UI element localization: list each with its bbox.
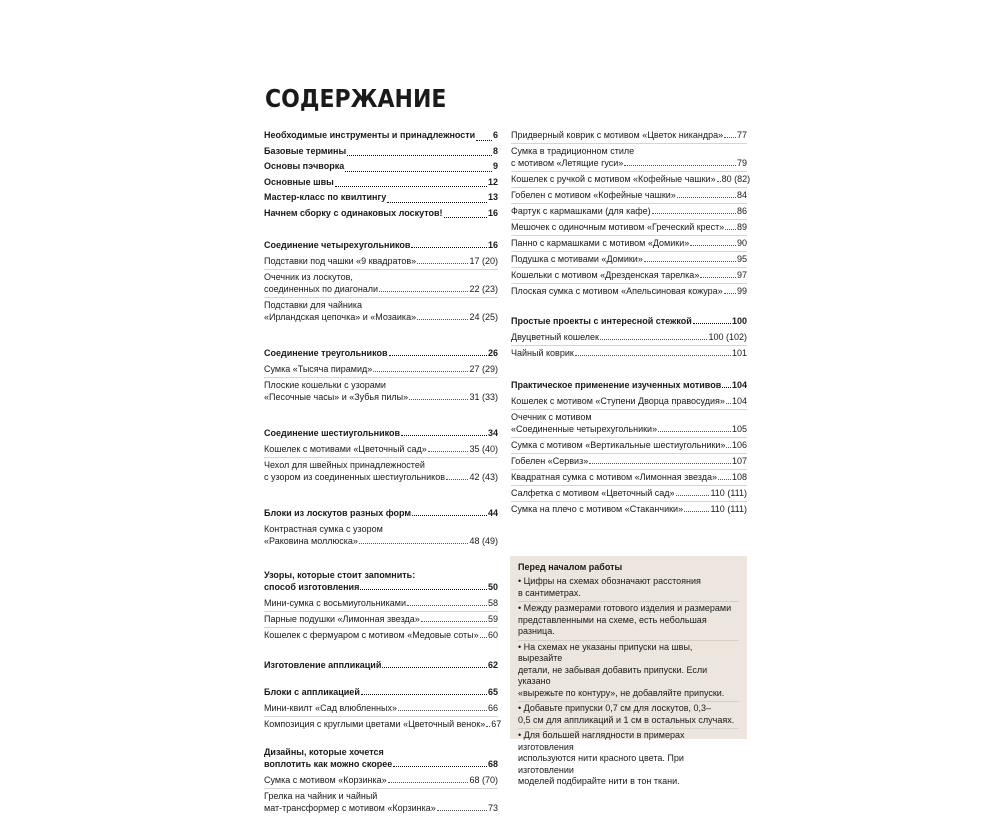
dot-leader (724, 137, 736, 138)
dot-leader (724, 293, 736, 294)
toc-item[interactable] (511, 236, 747, 252)
page-number: 67 (491, 719, 502, 729)
section-heading[interactable] (264, 345, 498, 362)
section-heading[interactable] (264, 567, 498, 596)
toc-entry-row[interactable] (264, 507, 498, 519)
entry-title: с узором из соединенных шестиугольников (264, 472, 445, 482)
page-number: 35 (40) (469, 444, 498, 454)
toc-entry-row[interactable] (264, 283, 498, 295)
toc-entry-row[interactable] (511, 173, 751, 185)
toc-item[interactable] (264, 458, 498, 485)
page-number: 9 (492, 161, 498, 171)
toc-item[interactable] (511, 454, 747, 470)
toc-item[interactable] (511, 394, 747, 410)
page-number: 6 (492, 130, 498, 140)
dot-leader (444, 217, 487, 218)
section-heading[interactable] (264, 425, 498, 442)
dot-leader (684, 511, 709, 512)
toc-section-s6 (264, 657, 498, 674)
entry-title: Кошелек с мотивами «Цветочный сад» (264, 444, 427, 454)
toc-item[interactable] (264, 628, 498, 643)
page-number: 12 (487, 176, 498, 187)
toc-item[interactable] (511, 268, 747, 284)
toc-item[interactable] (264, 298, 498, 325)
toc-entry-row[interactable] (511, 253, 747, 265)
section-heading[interactable] (511, 377, 747, 394)
entry-title: Мини-сумка с восьмиугольниками (264, 598, 407, 608)
note-point-line: используются нити красного цвета. При изготовлении (518, 753, 684, 775)
page-number: 110 (111) (710, 504, 747, 514)
toc-entry-row[interactable] (511, 315, 747, 327)
entry-title: Придверный коврик с мотивом «Цветок никандра» (511, 130, 724, 140)
entry-title: Подставки под чашки «9 квадратов» (264, 256, 417, 266)
entry-title-line: Очечник из лоскутов, (264, 272, 353, 282)
page-number: 26 (487, 348, 498, 358)
dot-leader (693, 323, 731, 324)
toc-entry-row[interactable] (264, 443, 498, 455)
toc-entry-row[interactable] (264, 535, 498, 547)
page-number: 105 (731, 424, 747, 434)
entry-title: Сумка с мотивом «Корзинка» (264, 775, 387, 785)
dot-leader (407, 605, 487, 606)
toc-column-left (264, 128, 502, 816)
page-number: 31 (33) (469, 392, 498, 402)
page-number: 99 (736, 286, 747, 296)
page-number: 58 (487, 598, 498, 608)
toc-entry-row[interactable] (264, 581, 498, 593)
toc-item[interactable] (511, 330, 747, 346)
page-number: 60 (487, 630, 498, 640)
page-number: 48 (49) (469, 536, 498, 546)
toc-entry-row[interactable] (511, 471, 747, 483)
entry-title-line: Чехол для швейных принадлежностей (264, 460, 425, 470)
toc-entry-row[interactable] (511, 205, 747, 217)
toc-section-s2 (264, 345, 498, 405)
toc-item[interactable] (511, 172, 751, 188)
page-number: 100 (731, 316, 747, 326)
section-heading[interactable] (264, 657, 498, 674)
page-number: 50 (487, 582, 498, 592)
page-number: 17 (20) (469, 256, 498, 266)
toc-entry-row[interactable] (511, 455, 747, 467)
section-heading[interactable] (264, 744, 498, 773)
dot-leader (722, 387, 731, 388)
toc-entry-row[interactable] (511, 331, 747, 343)
entry-title: воплотить как можно скорее (264, 759, 393, 769)
dot-leader (373, 371, 468, 372)
page-number: 42 (43) (469, 472, 498, 482)
toc-section-s3 (264, 425, 498, 485)
dot-leader (476, 140, 492, 141)
toc-item[interactable] (264, 773, 498, 789)
toc-entry-row[interactable] (511, 129, 747, 141)
entry-title: Подушка с мотивами «Домики» (511, 254, 643, 264)
note-point (518, 641, 739, 703)
section-heading[interactable] (264, 505, 498, 522)
entry-title: Парные подушки «Лимонная звезда» (264, 614, 420, 624)
dot-leader (361, 694, 487, 695)
toc-entry-row[interactable] (511, 395, 747, 407)
entry-title: мат-трансформер с мотивом «Корзинка» (264, 803, 436, 813)
toc-section-s1 (264, 237, 498, 325)
toc-item[interactable] (264, 789, 498, 816)
dot-leader (388, 782, 469, 783)
page-number: 106 (731, 440, 747, 450)
toc-top-group (264, 128, 498, 221)
toc-entry-row[interactable] (264, 128, 498, 144)
dot-leader (624, 165, 736, 166)
toc-item[interactable] (511, 284, 747, 299)
dot-leader (411, 247, 487, 248)
toc-item[interactable] (264, 378, 498, 405)
entry-title: Мастер-класс по квилтингу (264, 192, 387, 202)
toc-entry-row[interactable] (511, 379, 747, 391)
section-heading[interactable] (264, 684, 498, 701)
dot-leader (417, 263, 468, 264)
page-number: 68 (487, 759, 498, 769)
page-number: 80 (82) (721, 174, 751, 184)
dot-leader (359, 543, 469, 544)
entry-title: Кошелек с мотивом «Ступени Дворца правосудия» (511, 396, 725, 406)
dot-leader (389, 355, 487, 356)
note-point-line: • На схемах не указаны припуски на швы, вырезайте (518, 641, 693, 663)
toc-entry-row[interactable] (264, 159, 498, 175)
entry-title-line: Подставки для чайника (264, 300, 363, 310)
note-point-line: детали, не забывая добавить припуски. Если указано (518, 664, 708, 686)
toc-item[interactable] (511, 438, 747, 454)
toc-item[interactable] (264, 596, 498, 612)
page-number: 84 (736, 190, 747, 200)
entry-title-line: Грелка на чайник и чайный (264, 791, 378, 801)
note-point-line: в сантиметрах. (518, 587, 581, 598)
entry-title: «Соединенные четырехугольники» (511, 424, 658, 434)
page-number: 79 (736, 158, 747, 168)
dot-leader (421, 621, 487, 622)
entry-title: Базовые термины (264, 145, 347, 156)
note-point-line: представленными на схеме, есть небольшая разница. (518, 614, 707, 636)
page-number: 13 (487, 192, 498, 202)
toc-item[interactable] (264, 522, 498, 549)
page-number: 59 (487, 614, 498, 624)
toc-entry-row[interactable] (264, 175, 498, 191)
dot-leader (718, 479, 731, 480)
entry-title: Соединение треугольников (264, 348, 388, 358)
toc-item[interactable] (511, 220, 747, 236)
page-number: 107 (731, 456, 747, 466)
toc-entry-row[interactable] (264, 311, 498, 323)
page-number: 110 (111) (710, 488, 747, 498)
dot-leader (417, 319, 468, 320)
toc-item[interactable] (511, 144, 747, 172)
dot-leader (387, 202, 487, 203)
note-point (518, 602, 739, 641)
toc-entry-row[interactable] (264, 774, 498, 786)
toc-entry-row[interactable] (264, 471, 498, 483)
entry-title: Двуцветный кошелек (511, 332, 599, 342)
dot-leader (398, 710, 487, 711)
page-number: 22 (23) (469, 284, 498, 294)
page-number: 104 (731, 380, 747, 390)
toc-item[interactable] (264, 442, 498, 458)
toc-entry-row[interactable] (511, 423, 747, 435)
entry-title-line: Сумка в традиционном стиле (511, 146, 635, 156)
toc-entry-row[interactable] (511, 157, 747, 169)
toc-item[interactable] (511, 252, 747, 268)
dot-leader (717, 181, 721, 182)
entry-title: Гобелен «Сервиз» (511, 456, 589, 466)
toc-section-c2b (511, 313, 747, 361)
entry-title: Сумка на плечо с мотивом «Стаканчики» (511, 504, 684, 514)
page-number: 86 (736, 206, 747, 216)
page-number: 68 (70) (469, 775, 498, 785)
entry-title: «Раковина моллюска» (264, 536, 358, 546)
page-number: 97 (736, 270, 747, 280)
page-number: 24 (25) (469, 312, 498, 322)
note-point (518, 575, 739, 602)
entry-title: соединенных по диагонали (264, 284, 379, 294)
dot-leader (347, 155, 492, 156)
dot-leader (658, 431, 731, 432)
entry-title: Соединение шестиугольников (264, 428, 401, 438)
entry-title-line: Дизайны, которые хочется (264, 747, 384, 757)
toc-item[interactable] (511, 346, 747, 361)
entry-title: Изготовление аппликаций (264, 660, 382, 670)
note-point-line: • Между размерами готового изделия и размерами (518, 603, 732, 613)
toc-item[interactable] (511, 188, 747, 204)
toc-entry-row[interactable] (511, 237, 747, 249)
entry-title: с мотивом «Летящие гуси» (511, 158, 624, 168)
entry-title: Мини-квилт «Сад влюбленных» (264, 703, 398, 713)
entry-title: Блоки из лоскутов разных форм (264, 508, 412, 518)
toc-entry-row[interactable] (264, 597, 498, 609)
entry-title: Практическое применение изученных мотивов (511, 380, 722, 390)
toc-item[interactable] (264, 362, 498, 378)
entry-title: способ изготовления (264, 582, 360, 592)
entry-title: Квадратная сумка с мотивом «Лимонная звезда» (511, 472, 717, 482)
toc-entry-row[interactable] (264, 239, 498, 251)
entry-title: Кошелек с ручкой с мотивом «Кофейные чашки» (511, 174, 716, 184)
page-number: 77 (736, 130, 747, 140)
page-number: 101 (731, 348, 747, 358)
entry-title-line: Узоры, которые стоит запомнить: (264, 570, 416, 580)
entry-title: Мешочек с одиночным мотивом «Греческий крест» (511, 222, 725, 232)
note-point (518, 729, 739, 790)
toc-entry-row[interactable] (264, 613, 498, 625)
toc-item[interactable] (511, 204, 747, 220)
toc-entry-row[interactable] (264, 629, 498, 641)
dot-leader (446, 479, 468, 480)
entry-title-line: Контрастная сумка с узором (264, 524, 383, 534)
dot-leader (345, 171, 492, 172)
toc-entry-row[interactable] (264, 347, 498, 359)
toc-item[interactable] (511, 502, 747, 517)
entry-title: Салфетка с мотивом «Цветочный сад» (511, 488, 675, 498)
before-you-start-note (510, 556, 747, 786)
toc-item[interactable] (511, 410, 747, 438)
entry-title: Блоки с аппликацией (264, 687, 360, 697)
toc-entry-row[interactable] (264, 363, 498, 375)
toc-entry-row[interactable] (264, 702, 498, 714)
entry-title: Начнем сборку с одинаковых лоскутов! (264, 207, 443, 218)
note-point-line: • Добавьте припуски 0,7 см для лоскутов, 0,3– (518, 703, 712, 713)
note-point-line: 0,5 см для аппликаций и 1 см в остальных случаях. (518, 714, 735, 725)
toc-item[interactable] (264, 612, 498, 628)
entry-title-line: Плоские кошельки с узорами (264, 380, 386, 390)
page-number: 16 (487, 240, 498, 250)
toc-entry-row[interactable] (511, 189, 747, 201)
toc-item[interactable] (264, 717, 502, 732)
toc-section-s5 (264, 567, 498, 643)
entry-title: Кошелек с фермуаром с мотивом «Медовые соты» (264, 630, 479, 640)
dot-leader (700, 277, 736, 278)
toc-item[interactable] (264, 701, 498, 717)
page-number: 95 (736, 254, 747, 264)
dot-leader (409, 399, 468, 400)
dot-leader (360, 589, 487, 590)
dot-leader (726, 447, 731, 448)
toc-section-c2c (511, 377, 747, 517)
toc-entry-row[interactable] (264, 758, 498, 770)
dot-leader (401, 435, 487, 436)
toc-entry-row[interactable] (264, 686, 498, 698)
page-number: 16 (487, 207, 498, 218)
dot-leader (589, 463, 731, 464)
entry-title: «Песочные часы» и «Зубья пилы» (264, 392, 409, 402)
dot-leader (652, 213, 736, 214)
toc-entry-row[interactable] (511, 285, 747, 297)
toc-entry-row[interactable] (264, 144, 498, 160)
toc-entry-row[interactable] (264, 255, 498, 267)
entry-title: Основы пэчворка (264, 161, 345, 171)
entry-title: Фартук с кармашками (для кафе) (511, 206, 651, 216)
toc-entry-row[interactable] (264, 206, 498, 222)
toc-section-s4 (264, 505, 498, 549)
toc-entry-row[interactable] (264, 190, 498, 206)
dot-leader (412, 515, 487, 516)
toc-entry-row[interactable] (511, 439, 747, 451)
toc-entry-row[interactable] (511, 487, 747, 499)
toc-item[interactable] (264, 254, 498, 270)
toc-entry-row[interactable] (511, 221, 747, 233)
section-heading[interactable] (511, 313, 747, 330)
dot-leader (393, 766, 487, 767)
entry-title: Чайный коврик (511, 348, 574, 358)
toc-entry-row[interactable] (511, 269, 747, 281)
dot-leader (382, 667, 487, 668)
page-number: 108 (731, 472, 747, 482)
note-point-line: • Цифры на схемах обозначают расстояния (518, 576, 701, 586)
toc-section-s7 (264, 684, 502, 732)
page-title: СОДЕРЖАНИЕ (265, 84, 447, 113)
toc-section-c2a (511, 128, 751, 299)
toc-item[interactable] (511, 486, 747, 502)
note-point (518, 702, 739, 729)
page-number: 44 (487, 508, 498, 518)
toc-entry-row[interactable] (264, 659, 498, 671)
dot-leader (437, 810, 487, 811)
entry-title: «Ирландская цепочка» и «Мозаика» (264, 312, 417, 322)
page-number: 62 (487, 660, 498, 670)
note-point-line: моделей подбирайте нити в тон ткани. (518, 776, 680, 786)
entry-title: Сумка «Тысяча пирамид» (264, 364, 373, 374)
page-number: 8 (492, 145, 498, 156)
page-number: 104 (731, 396, 747, 406)
entry-title: Кошельки с мотивом «Дрезденская тарелка» (511, 270, 700, 280)
toc-item[interactable] (511, 128, 747, 144)
toc-entry-row[interactable] (264, 802, 498, 814)
dot-leader (575, 355, 731, 356)
dot-leader (335, 186, 487, 187)
dot-leader (600, 339, 707, 340)
entry-title: Соединение четырехугольников (264, 240, 411, 250)
toc-entry-row[interactable] (264, 427, 498, 439)
entry-title-line: Очечник с мотивом (511, 412, 592, 422)
entry-title: Необходимые инструменты и принадлежности (264, 130, 476, 140)
toc-entry-row[interactable] (511, 503, 747, 515)
dot-leader (428, 451, 469, 452)
dot-leader (726, 403, 731, 404)
page-number: 65 (487, 687, 498, 697)
toc-section-s8 (264, 744, 498, 816)
entry-title: Простые проекты с интересной стежкой (511, 316, 692, 326)
section-heading[interactable] (264, 237, 498, 254)
dot-leader (725, 229, 736, 230)
page-number: 27 (29) (469, 364, 498, 374)
dot-leader (379, 291, 468, 292)
entry-title: Панно с кармашками с мотивом «Домики» (511, 238, 690, 248)
toc-column-right (511, 128, 751, 517)
toc-entry-row[interactable] (264, 718, 502, 730)
dot-leader (677, 197, 736, 198)
page-number: 34 (487, 428, 498, 438)
note-point-line: • Для большей наглядности в примерах изготовления (518, 730, 685, 752)
page-number: 100 (102) (708, 332, 747, 342)
page-number: 73 (487, 803, 498, 813)
entry-title: Композиция с круглыми цветами «Цветочный венок» (264, 719, 486, 729)
note-title: Перед началом работы (518, 562, 623, 572)
toc-item[interactable] (511, 470, 747, 486)
entry-title: Основные швы (264, 176, 334, 187)
toc-item[interactable] (264, 270, 498, 298)
entry-title: Сумка с мотивом «Вертикальные шестиугольники» (511, 440, 726, 450)
toc-entry-row[interactable] (264, 391, 498, 403)
page-number: 90 (736, 238, 747, 248)
note-point-line: «вырежьте по контуру», не добавляйте припуски. (518, 687, 725, 698)
page-number: 89 (736, 222, 747, 232)
dot-leader (690, 245, 736, 246)
dot-leader (486, 726, 490, 727)
dot-leader (480, 637, 487, 638)
dot-leader (676, 495, 710, 496)
page-number: 66 (487, 703, 498, 713)
toc-entry-row[interactable] (511, 347, 747, 359)
entry-title: Гобелен с мотивом «Кофейные чашки» (511, 190, 676, 200)
entry-title: Плоская сумка с мотивом «Апельсиновая кожура» (511, 286, 723, 296)
dot-leader (644, 261, 736, 262)
